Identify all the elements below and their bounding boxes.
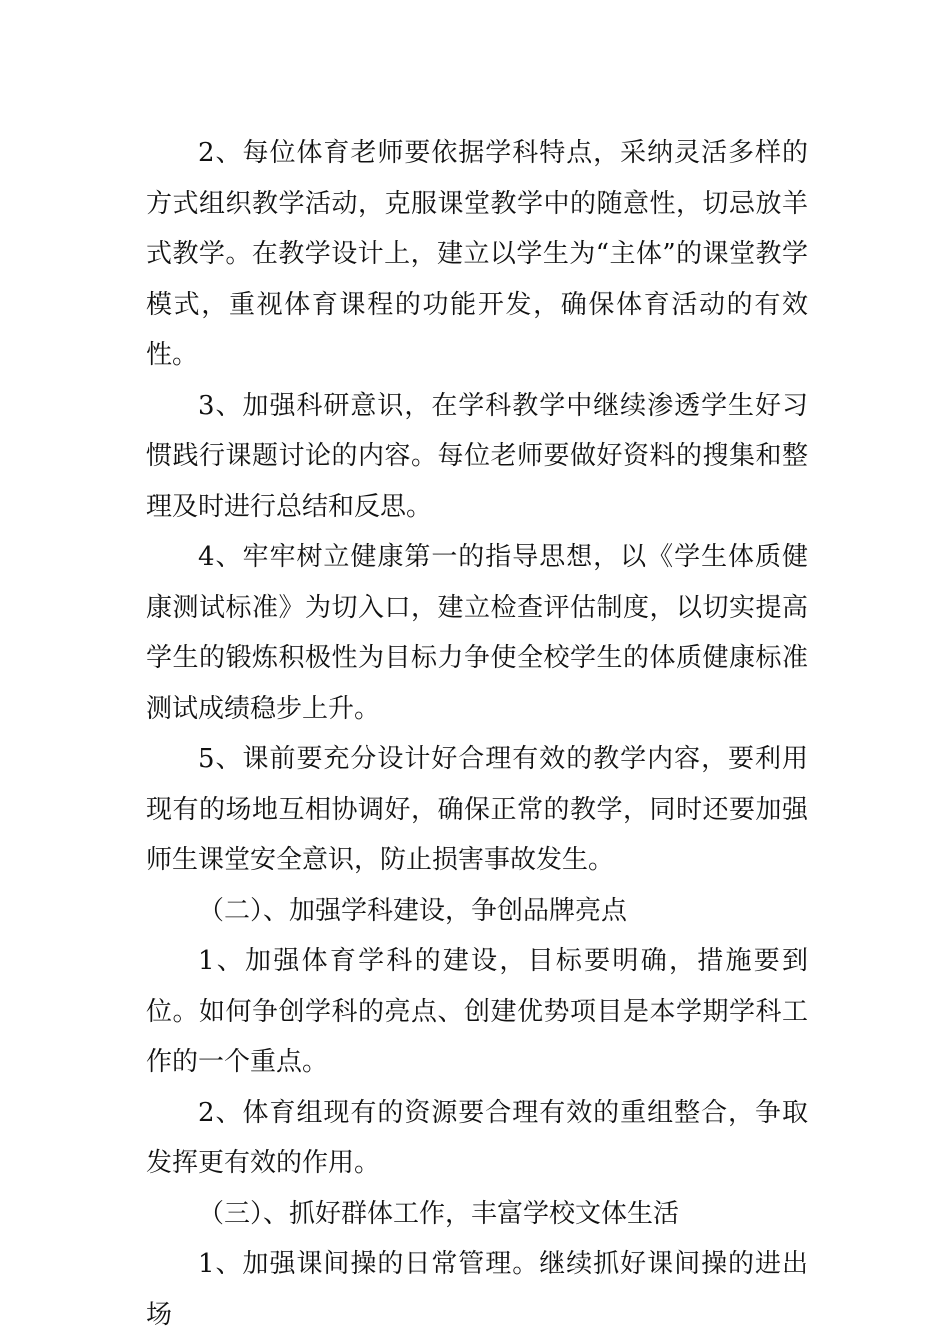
paragraph-item-1-discipline: 1、加强体育学科的建设，目标要明确，措施要到位。如何争创学科的亮点、创建优势项目是本学期学科工作的一个重点。 [146, 946, 808, 1077]
paragraph-item-3-research: 3、加强科研意识，在学科教学中继续渗透学生好习惯践行课题讨论的内容。每位老师要做好资料的搜集和整理及时进行总结和反思。 [146, 390, 808, 522]
document-body [146, 128, 808, 1340]
section-heading-3: （三）、抓好群体工作，丰富学校文体生活 [198, 1198, 680, 1229]
paragraph-item-5-safety: 5、课前要充分设计好合理有效的教学内容，要利用现有的场地互相协调好，确保正常的教学，同时还要加强师生课堂安全意识，防止损害事故发生。 [146, 744, 808, 875]
paragraph-item-2-method: 2、每位体育老师要依据学科特点，采纳灵活多样的方式组织教学活动，克服课堂教学中的随意性，切忌放羊式教学。在教学设计上，建立以学生为“主体”的课堂教学模式，重视体育课程的功能开发，确保体育活动的有效性。 [146, 138, 808, 370]
paragraph-item-1-exercise: 1、加强课间操的日常管理。继续抓好课间操的进出场 [146, 1249, 808, 1330]
section-heading-2: （二）、加强学科建设，争创品牌亮点 [198, 895, 628, 926]
paragraph-item-2-resources: 2、体育组现有的资源要合理有效的重组整合，争取发挥更有效的作用。 [146, 1097, 808, 1178]
paragraph-item-4-health: 4、牢牢树立健康第一的指导思想，以《学生体质健康测试标准》为切入口，建立检查评估制度，以切实提高学生的锻炼积极性为目标力争使全校学生的体质健康标准测试成绩稳步上升。 [146, 542, 808, 724]
